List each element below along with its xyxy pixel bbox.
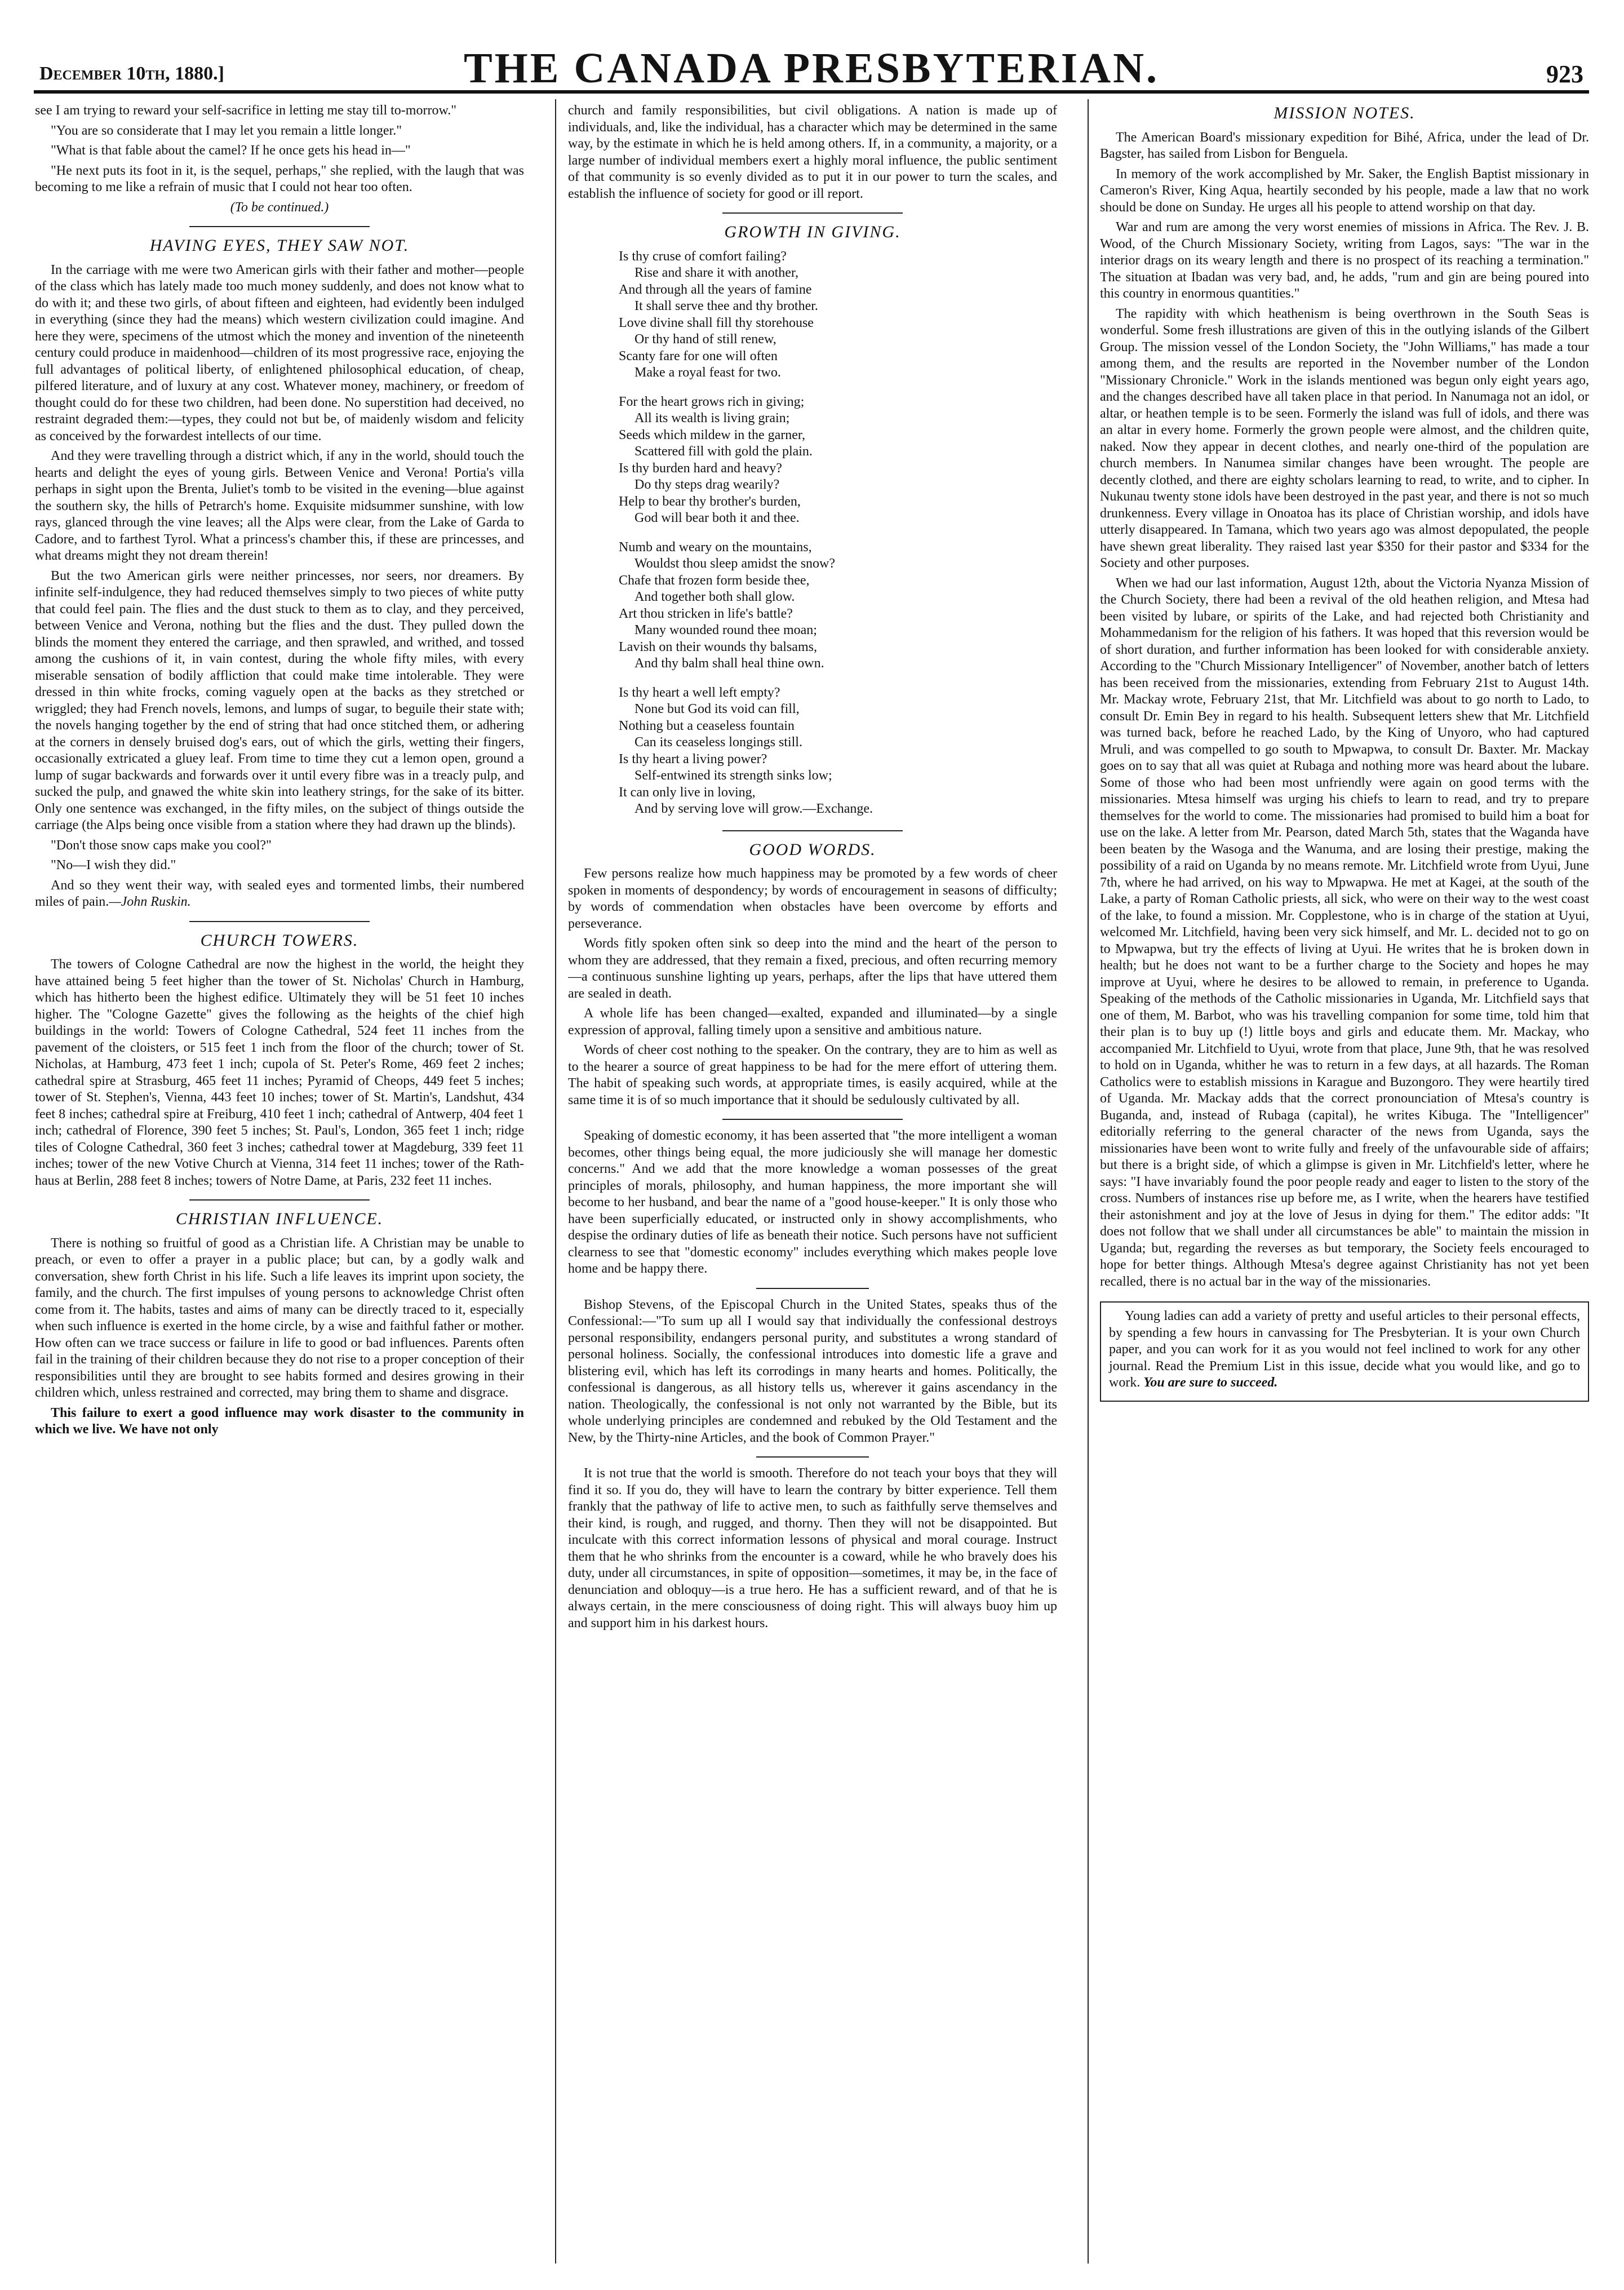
advertisement-text xyxy=(1109,1308,1580,1392)
article-paragraph: Speaking of domestic economy, it has been asserted that "the more intelligent a woman becomes, other things being equal, the more judiciously she will manage her domestic concerns." And we add that the more knowledge a woman possesses of the great principles of morals, philosophy, and human happiness, the more important she will become to her husband, and bear the name of a "good house-keeper." It is only those who have been superficially educated, or instructed only in showy accomplishments, who despise the ordinary duties of life as beneath their notice. Such persons have not sufficient clearness to see that "domestic economy" includes everything which makes people love home and be happy there. xyxy=(568,1128,1057,1276)
article-paragraph: A whole life has been changed—exalted, expanded and illuminated—by a single expression of approval, falling timely upon a sensitive and ambitious nature. xyxy=(568,1006,1057,1038)
poem-line: All its wealth is living grain; xyxy=(634,411,790,426)
article-heading: HAVING EYES, THEY SAW NOT. xyxy=(149,236,410,255)
section-divider xyxy=(756,1288,869,1289)
article-heading: CHURCH TOWERS. xyxy=(200,931,359,950)
poem-heading: GROWTH IN GIVING. xyxy=(724,223,901,241)
poem-line: Lavish on their wounds thy balsams, xyxy=(619,639,817,654)
article-paragraph: There is nothing so fruitful of good as a Christian life. A Christian may be unable to preach, or even to offer a prayer in a public place; but can, by a godly walk and conversation, shew forth Christ in his life. Such a life leaves its imprint upon society, the family, and the church. The first impulses of young persons to acknowledge Christ often come from it. The habits, tastes and aims of many can be directly traced to it, especially when such influence is exerted in the home circle, by a wise and faithful father or mother. How often can we trace success or failure in life to good or bad influences. Parents often fail in the training of their children because they do not rise to a proper conception of their responsibilities until they are brought to see habits formed and desires growing in their children which, unless restrained and corrected, may bring them to shame and disgrace. xyxy=(35,1235,524,1400)
article-paragraph: "No—I wish they did." xyxy=(51,858,176,872)
poem-line: Many wounded round thee moan; xyxy=(634,623,817,637)
page-number: 923 xyxy=(1546,60,1583,88)
section-heading: MISSION NOTES. xyxy=(1274,104,1416,122)
poem-line: And through all the years of famine xyxy=(619,282,812,297)
poem-line: Make a royal feast for two. xyxy=(634,365,781,380)
story-paragraph: "What is that fable about the camel? If he once gets his head in—" xyxy=(51,143,411,158)
poem-line: Love divine shall fill thy storehouse xyxy=(619,315,814,330)
article-continuation: church and family responsibilities, but civil obligations. A nation is made up of individuals, and, like the individual, has a character which may be determined in the same way, by the estimate in which he is held among others. If, in a community, a majority, or a large number of individual members exert a highly moral influence, the public sentiment of that community is so evenly divided as to put it in our power to turn the scales, and establish the influence of society for good or ill report. xyxy=(568,103,1057,201)
article-paragraph: Bishop Stevens, of the Episcopal Church in the United States, speaks thus of the Confessional:—"To sum up all I would say that individually the confessional destroys personal responsibility, endangers personal purity, and substitutes a wrong standard of personal holiness. Socially, the confessional introduces into domestic life a grave and blistering evil, which has left its corrodings in many hearts and homes. Politically, the confessional is dangerous, as all history tells us, wherever it gains ascendancy in the nation. Theologically, the confessional is not only not warranted by the Bible, but its whole underlying principles are condemned and rebuked by the Old Testament and the New, by the Thirty-nine Articles, and the book of Common Prayer." xyxy=(568,1297,1057,1445)
article-paragraph: This failure to exert a good influence may work disaster to the community in which we live. We have not only xyxy=(35,1405,524,1437)
section-divider xyxy=(722,830,903,831)
article-paragraph: But the two American girls were neither princesses, nor seers, nor dreamers. By infinite self-indulgence, they had reduced themselves simply to two pieces of white putty that could feel pain. The flies and the dust stuck to them as to clay, and they perceived, between Venice and Verona, nothing but the flies and the dust. They pulled down the blinds the moment they entered the carriage, and then sprawled, and writhed, and tossed among the cushions of it, in vain contest, during the whole fifty miles, with every miserable sensation of bodily affliction that could make time intolerable. They were dressed in thin white frocks, coming vaguely open at the backs as they stretched or wriggled; they had French novels, lemons, and lumps of sugar, to beguile their state with; the novels hanging together by the end of string that had once stitched them, or adhering at the corners in densely bruised dog's ears, out of which the girls, wetting their fingers, occasionally extricated a gluey leaf. From time to time they cut a lemon open, ground a lump of sugar backwards and forwards over it until every fibre was in a treacly pulp, and sucked the pulp, and gnawed the white skin into leathery strings, for the sake of its bitter. Only one sentence was exchanged, in the fifty miles, on the subject of things outside the carriage (the Alps being once visible from a station where they had drawn up the blinds). xyxy=(35,568,524,832)
article-text: And so they went their way, with sealed eyes and tormented limbs, their numbered miles of pain. xyxy=(35,878,524,909)
story-paragraph: "He next puts its foot in it, is the sequel, perhaps," she replied, with the laugh that was becoming to me like a refrain of music that I could not hear too often. xyxy=(35,163,524,194)
author-signature: —John Ruskin. xyxy=(109,894,191,909)
article-paragraph: Words of cheer cost nothing to the speaker. On the contrary, they are to him as well as to the hearer a source of great happiness to be had for the mere effort of uttering them. The habit of speaking such words, at appropriate times, is easily acquired, while at the same time it is of so much importance that it should be sedulously cultivated by all. xyxy=(568,1043,1057,1108)
poem-line: Is thy heart a well left empty? xyxy=(619,685,780,700)
poem-line: Is thy heart a living power? xyxy=(619,751,767,767)
mission-note: War and rum are among the very worst enemies of missions in Africa. The Rev. J. B. Wood, of the Church Missionary Society, writing from Lagos, says: "The war in the interior drags on its weary length and there is no prospect of its reaching a termination." The situation at Ibadan was very bad, and, he adds, "rum and gin are being poured into this country in enormous quantities." xyxy=(1100,220,1589,301)
article-heading: CHRISTIAN INFLUENCE. xyxy=(175,1210,384,1228)
advertisement-tagline: You are sure to succeed. xyxy=(1143,1375,1278,1390)
poem-line: Can its ceaseless longings still. xyxy=(634,735,802,750)
poem-line: Chafe that frozen form beside thee, xyxy=(619,573,810,588)
poem-line: God will bear both it and thee. xyxy=(634,511,800,525)
poem-line: Is thy burden hard and heavy? xyxy=(619,460,782,476)
poem-stanza xyxy=(619,685,1057,818)
column-rule-1 xyxy=(555,99,556,2264)
section-divider xyxy=(722,212,903,214)
section-divider xyxy=(189,1199,370,1201)
article-paragraph: The towers of Cologne Cathedral are now the highest in the world, the height they have attained being 5 feet higher than the tower of St. Nicholas' Church in Hamburg, which has hitherto been the highest edifice. Ultimately they will be 51 feet 10 inches higher. The "Cologne Gazette" gives the following as the heights of the chief high buildings in the world: Towers of Cologne Cathedral, 524 feet 11 inches from the pavement of the cloisters, or 515 feet 1 inch from the floor of the church; tower of St. Nicholas, at Hamburg, 473 feet 1 inch; cupola of St. Peter's Rome, 469 feet 2 inches; cathedral spire at Strasburg, 465 feet 11 inches; Pyramid of Cheops, 449 feet 5 inches; tower of St. Stephen's, Vienna, 443 feet 10 inches; tower of St. Martin's, Landshut, 434 feet 8 inches; cathedral spire at Freiburg, 410 feet 1 inch; cathedral of Antwerp, 404 feet 1 inch; cathedral of Florence, 390 feet 5 inches; St. Paul's, London, 365 feet 1 inch; ridge tiles of Cologne Cathedral, 360 feet 3 inches; cathedral tower at Magdeburg, 339 feet 11 inches; tower of the new Votive Church at Vienna, 314 feet 11 inches; tower of the Rath-haus at Berlin, 288 feet 8 inches; towers of Notre Dame, at Paris, 232 feet 11 inches. xyxy=(35,957,524,1188)
article-paragraph: "Don't those snow caps make you cool?" xyxy=(51,838,272,853)
poem-stanza xyxy=(619,394,1057,527)
story-continuation: see I am trying to reward your self-sacrifice in letting me stay till to-morrow." xyxy=(35,103,457,118)
section-divider xyxy=(756,1456,869,1458)
article-paragraph xyxy=(35,878,524,911)
poem-line: Is thy cruse of comfort failing? xyxy=(619,249,787,264)
newspaper-title: THE CANADA PRESBYTERIAN. xyxy=(463,45,1160,92)
column-2 xyxy=(568,103,1057,2261)
poem-line: For the heart grows rich in giving; xyxy=(619,394,805,409)
column-1 xyxy=(35,103,524,2261)
poem-line: Numb and weary on the mountains, xyxy=(619,539,812,555)
section-divider xyxy=(189,921,370,922)
poem-line: It can only live in loving, xyxy=(619,785,756,800)
article-paragraph: Words fitly spoken often sink so deep into the mind and the heart of the person to whom they are addressed, that they remain a fixed, precious, and often recurring memory—a continuous sunshine lighting up years, perhaps, after the lips that have uttered them are sealed in death. xyxy=(568,936,1057,1001)
article-paragraph: Few persons realize how much happiness may be promoted by a few words of cheer spoken in moments of despondency; by words of encouragement in seasons of difficulty; by words of commendation when obstacles have been overcome by efforts and perseverance. xyxy=(568,866,1057,931)
advertisement-body: Young ladies can add a variety of pretty and useful articles to their personal effects, by spending a few hours in canvassing for The Presbyterian. It is your own Church paper, and you can work for it as you would not feel inclined to work for any other journal. Read the Premium List in this issue, decide what you would like, and go to work. xyxy=(1109,1309,1580,1390)
column-rule-2 xyxy=(1088,99,1089,2264)
article-paragraph: In the carriage with me were two American girls with their father and mother—people of the class which has lately made too much money suddenly, and does not know what to do with it; and these two girls, of about fifteen and eighteen, had evidently been indulged in everything (since they had the means) which western civilization could imagine. And here they were, specimens of the utmost which the money and invention of the nineteenth century could produce in maidenhood—children of its most progressive race, enjoying the full advantages of political liberty, of enlightened philosophical education, of cheap, pilfered literature, and of luxury at any cost. Whatever money, machinery, or freedom of thought could do for these two children, had been done. No superstition had deceived, no restraint degraded them:—types, they could not but be, of maidenly wisdom and felicity as conceived by the forwardest intellects of our time. xyxy=(35,262,524,444)
mission-note: The American Board's missionary expedition for Bihé, Africa, under the lead of Dr. Bagster, has sailed from Lisbon for Benguela. xyxy=(1100,130,1589,161)
article-paragraph: And they were travelling through a district which, if any in the world, should touch the hearts and delight the eyes of young girls. Between Venice and Verona! Portia's villa perhaps in sight upon the Brenta, Juliet's tomb to be visited in the evening—blue against the southern sky, the hills of Petrarch's home. Exquisite midsummer sunshine, with low rays, glanced through the vine leaves; all the Alps were clear, from the Lake of Garda to Cadore, and to farthest Tyrol. What a princess's chamber this, if these are princesses, and what dreams might they not dream therein! xyxy=(35,449,524,563)
poem-line: Help to bear thy brother's burden, xyxy=(619,494,801,509)
poem-stanza xyxy=(619,539,1057,672)
poem-line: And together both shall glow. xyxy=(634,590,795,604)
to-be-continued: (To be continued.) xyxy=(230,200,329,215)
poem-line: It shall serve thee and thy brother. xyxy=(634,299,818,313)
section-divider xyxy=(189,226,370,227)
poem-line: Art thou stricken in life's battle? xyxy=(619,606,793,621)
poem-line: Self-entwined its strength sinks low; xyxy=(634,768,832,783)
article-paragraph: It is not true that the world is smooth. Therefore do not teach your boys that they will find it so. If you do, they will have to learn the contrary by bitter experience. Tell them frankly that the pathway of life to active men, to such as faithfully serve themselves and their kind, is rough, and rugged, and thorny. Then they will not be disappointed. But inculcate with this correct information lessons of physical and moral courage. Instruct them that he who shrinks from the encounter is a coward, while he who bravely does his duty, under all circumstances, in spite of opposition—sometimes, it may be, in the face of denunciation and obloquy—is a true hero. He has a sufficient reward, and of that he is always certain, in the mere consciousness of doing right. This will always buoy him up and support him in his darkest hours. xyxy=(568,1466,1057,1631)
poem-line: Rise and share it with another, xyxy=(634,265,798,280)
poem-line: Nothing but a ceaseless fountain xyxy=(619,718,795,733)
poem-stanza xyxy=(619,249,1057,382)
mission-note: When we had our last information, August 12th, about the Victoria Nyanza Mission of the Church Society, there had been a revival of the old heathen religion, and Mtesa had been visited by lubare, or spirits of the Lake, and had rejected both Christianity and Mohammedanism for the religion of his fathers. It was hoped that this reversion would be of short duration, and further information has been looked for with considerable anxiety. According to the "Church Missionary Intelligencer" of November, another batch of letters has been received from the missionaries, extending from February 21st to August 14th. Mr. Mackay wrote, February 21st, that Mr. Litchfield was about to go north to Lado, to consult Dr. Emin Bey in regard to his health. Subsequent letters shew that Mr. Litchfield was turned back, before he reached Lado, by the King of Unyoro, who had captured Mruli, and was compelled to go south to Mpwapwa, to consult Dr. Baxter. Mr. Mackay goes on to say that all was quiet at Rubaga and nothing more was heard about the lubare. Some of those who had been most unfriendly were again on good terms with the missionaries. Mtesa himself was urging his chiefs to learn to read, and try to prepare themselves for the world to come. The missionaries had promised to build him a boat for use on the lake. A letter from Mr. Pearson, dated March 5th, states that the Waganda have been beaten by the Wasoga and the Wanuma, and are losing their prestige, making the possibility of a raid on Uganda by no means remote. Mr. Litchfield wrote from Uyui, June 7th, where he had arrived, on his way to Mpwapwa. He met at Kagei, at the south of the Lake, a party of Roman Catholic priests, all sick, who were on their way to the west coast of the lake, to found a mission. Mr. Copplestone, who is in charge of the station at Uyui, welcomed Mr. Litchfield, having been very sick himself, and Mr. L. decided not to go on to Mpwapwa, but try the effects of living at Uyui. He writes that he is broken down in health; but he does not want to be a further charge to the Society and hopes he may improve at Uyui, where he desires to be allowed to remain, in preference to Uganda. Speaking of the methods of the Catholic missionaries in Uganda, Mr. Litchfield says that one of them, M. Barbot, who was his travelling companion for some time, told him that their plan is to buy up (!) little boys and girls and educate them. Mr. Mackay, who accompanied Mr. Litchfield to Uyui, wrote from that place, June 9th, that he was resolved to hold on in Uganda, whither he was to return in a few days, at all hazards. The Roman Catholics were to establish missions in Karague and Buzongoro. They were heartily tired of Uganda. Mr. Mackay adds that the correct pronounciation of Mtesa's country is Buganda, and, instead of Rubaga (capital), he writes Kibuga. The "Intelligencer" editorially referring to the general character of the news from Uganda, says the missionaries have been wont to write fully and freely of the unfavourable side of affairs; but there is a bright side, of which a glimpse is given in Mr. Litchfield's letter, where he says: "I have invariably found the poor people ready and eager to listen to the story of the cross. Numbers of instances rise up before me, as I write, when the hearers have testified their astonishment and joy at the love of Jesus in dying for them." The editor adds: "It does not follow that we shall under all circumstances be able" to maintain the mission in Uganda; but, regarding the reverses as but temporary, the Society feels encouraged to hope for better things. Although Mtesa's degree against Christianity has not yet been recalled, there is no actual bar in the way of the missionaries. xyxy=(1100,575,1589,1289)
poem-line: Wouldst thou sleep amidst the snow? xyxy=(634,556,836,571)
story-paragraph: "You are so considerate that I may let you remain a little longer." xyxy=(51,123,402,138)
mission-note: The rapidity with which heathenism is being overthrown in the South Seas is wonderful. Some fresh illustrations are given of this in the outlying islands of the Gilbert Group. The mission vessel of the London Society, the "John Williams," has made a tour among them, and the results are reported in the November number of the London "Missionary Chronicle." Work in the islands mentioned was begun only eight years ago, and the changes described have all taken place in that period. In Nanumaga not an idol, or altar, or heathen temple is to be seen. Formerly the island was full of idols, and there was an altar in every home. Formerly the grown people were almost, and the children quite, naked. Now they appear in decent clothes, and nearly one-third of the population are church members. In Nanumea similar changes have been wrought. The people are decently clothed, and there are eighty scholars learning to read, to write, and to cipher. In Nukunau twenty stone idols have been destroyed in the past year, and there is not so much drunkenness. Every village in Onoatoa has its place of Christian worship, and idols have utterly disappeared. In Tamana, which two years ago was almost depopulated, the people have shewn great liberality. They raised last year $350 for their pastor and $334 for the Society and other purposes. xyxy=(1100,306,1589,570)
issue-date: December 10th, 1880.] xyxy=(39,63,224,84)
mission-note: In memory of the work accomplished by Mr. Saker, the English Baptist missionary in Cameron's River, King Aqua, heartily seconded by his people, made a law that no work should be done on Sunday. He urges all his people to attend worship on that day. xyxy=(1100,166,1589,215)
column-3 xyxy=(1100,103,1589,2261)
poem-line: Scattered fill with gold the plain. xyxy=(634,444,813,459)
poem-line: Seeds which mildew in the garner, xyxy=(619,427,805,442)
poem-line: None but God its void can fill, xyxy=(634,702,800,716)
poem-line: And by serving love will grow.—Exchange. xyxy=(634,801,873,816)
section-divider xyxy=(722,1119,903,1120)
poem xyxy=(619,249,1057,818)
poem-line: Do thy steps drag wearily? xyxy=(634,477,780,492)
poem-line: Or thy hand of still renew, xyxy=(634,332,776,347)
masthead xyxy=(34,39,1589,94)
poem-line: Scanty fare for one will often xyxy=(619,348,778,364)
poem-line: And thy balm shall heal thine own. xyxy=(634,656,824,671)
article-heading: GOOD WORDS. xyxy=(749,840,876,859)
advertisement-box xyxy=(1100,1301,1589,1402)
